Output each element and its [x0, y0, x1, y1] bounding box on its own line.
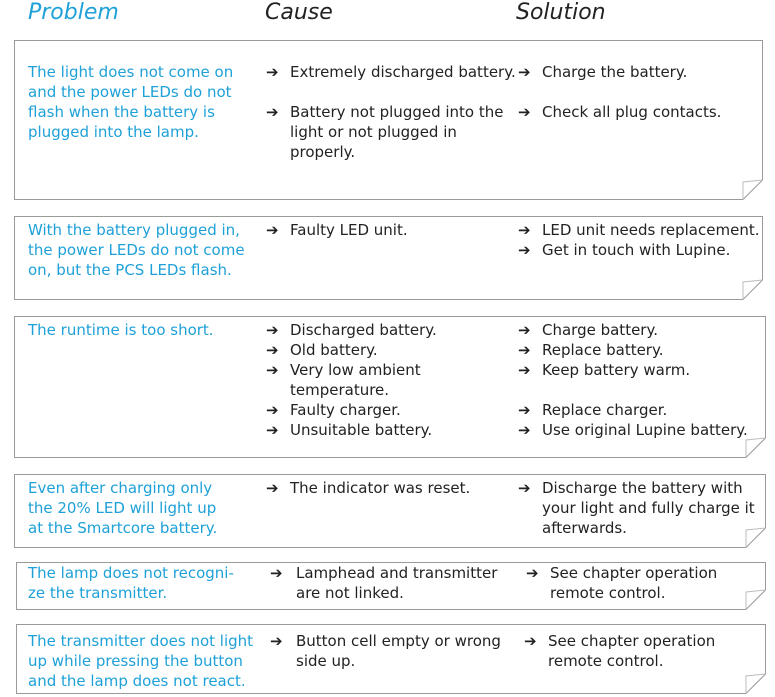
solution-line: Get in touch with Lupine.	[542, 241, 731, 259]
arrow-right-icon: ➔	[270, 564, 283, 582]
cause-list	[266, 320, 437, 440]
cause-list	[270, 631, 501, 671]
solution-item	[518, 478, 755, 538]
problem-line: at the Smartcore battery.	[28, 519, 218, 537]
problem-line: The light does not come on	[28, 63, 234, 81]
cause-list	[270, 563, 497, 603]
problem-line: and the lamp does not react.	[28, 672, 246, 690]
arrow-right-icon: ➔	[266, 103, 279, 121]
cause-item	[266, 102, 516, 162]
cause-line: Very low ambient	[290, 361, 421, 379]
solution-line: your light and fully charge it	[542, 499, 755, 517]
cause-item	[266, 220, 408, 240]
solution-item	[524, 631, 715, 671]
arrow-right-icon: ➔	[518, 401, 531, 419]
solution-line: Replace charger.	[542, 401, 668, 419]
problem-line: plugged into the lamp.	[28, 123, 199, 141]
solution-list	[518, 320, 748, 440]
arrow-right-icon: ➔	[518, 341, 531, 359]
problem-line: the 20% LED will light up	[28, 499, 217, 517]
cause-item	[266, 400, 437, 420]
cause-line: Lamphead and transmitter	[296, 564, 498, 582]
solution-line: See chapter operation	[548, 632, 716, 650]
arrow-right-icon: ➔	[518, 361, 531, 379]
solution-line: Use original Lupine battery.	[542, 421, 748, 439]
solution-item	[518, 360, 748, 380]
solution-line: Keep battery warm.	[542, 361, 691, 379]
problem-line: The lamp does not recogni-	[28, 564, 234, 582]
problem-text	[28, 320, 214, 340]
cause-line: Old battery.	[290, 341, 378, 359]
cause-list	[266, 220, 408, 240]
arrow-right-icon: ➔	[518, 221, 531, 239]
cause-list	[266, 62, 516, 162]
cause-line: are not linked.	[296, 584, 404, 602]
solution-list	[524, 631, 715, 671]
solution-item	[518, 220, 759, 240]
solution-line: Charge battery.	[542, 321, 658, 339]
arrow-right-icon: ➔	[266, 421, 279, 439]
arrow-right-icon: ➔	[526, 564, 539, 582]
header-solution: Solution	[516, 0, 606, 25]
cause-item	[270, 631, 501, 671]
solution-item	[526, 563, 717, 603]
problem-text	[28, 631, 253, 691]
problem-line: flash when the battery is	[28, 103, 215, 121]
arrow-right-icon: ➔	[266, 63, 279, 81]
arrow-right-icon: ➔	[518, 479, 531, 497]
problem-line: up while pressing the button	[28, 652, 243, 670]
cause-line: side up.	[296, 652, 356, 670]
problem-line: With the battery plugged in,	[28, 221, 240, 239]
problem-text	[28, 220, 245, 280]
problem-line: The transmitter does not light	[28, 632, 254, 650]
cause-line: Discharged battery.	[290, 321, 437, 339]
solution-line: See chapter operation	[550, 564, 718, 582]
cause-line: Extremely discharged battery.	[290, 63, 516, 81]
cause-list	[266, 478, 470, 498]
arrow-right-icon: ➔	[270, 632, 283, 650]
cause-line: Button cell empty or wrong	[296, 632, 501, 650]
problem-line: the power LEDs do not come	[28, 241, 245, 259]
arrow-right-icon: ➔	[266, 341, 279, 359]
header-problem: Problem	[28, 0, 119, 25]
solution-line: Charge the battery.	[542, 63, 688, 81]
arrow-right-icon: ➔	[518, 63, 531, 81]
cause-line: temperature.	[290, 381, 390, 399]
problem-line: Even after charging only	[28, 479, 213, 497]
arrow-right-icon: ➔	[266, 401, 279, 419]
cause-item	[266, 62, 516, 82]
solution-line: afterwards.	[542, 519, 627, 537]
cause-line: Unsuitable battery.	[290, 421, 433, 439]
solution-item	[518, 320, 748, 340]
cause-line: The indicator was reset.	[290, 479, 471, 497]
solution-item	[518, 340, 748, 360]
solution-list	[518, 220, 759, 260]
arrow-right-icon: ➔	[266, 321, 279, 339]
header-cause: Cause	[265, 0, 333, 25]
problem-line: on, but the PCS LEDs flash.	[28, 261, 232, 279]
solution-item	[518, 240, 759, 260]
solution-line: LED unit needs replacement.	[542, 221, 760, 239]
cause-item	[266, 420, 437, 440]
solution-line: remote control.	[548, 652, 664, 670]
cause-line: properly.	[290, 143, 356, 161]
solution-item	[518, 102, 721, 122]
arrow-right-icon: ➔	[524, 632, 537, 650]
solution-line: remote control.	[550, 584, 666, 602]
cause-line: light or not plugged in	[290, 123, 457, 141]
problem-line: and the power LEDs do not	[28, 83, 232, 101]
problem-line: ze the transmitter.	[28, 584, 168, 602]
cause-item	[266, 320, 437, 340]
cause-item	[270, 563, 497, 603]
cause-line: Battery not plugged into the	[290, 103, 504, 121]
cause-line: Faulty charger.	[290, 401, 401, 419]
problem-text	[28, 62, 233, 142]
problem-line: The runtime is too short.	[28, 321, 214, 339]
cause-item	[266, 340, 437, 360]
solution-line: Check all plug contacts.	[542, 103, 722, 121]
arrow-right-icon: ➔	[266, 361, 279, 379]
solution-item	[518, 62, 721, 82]
solution-list	[518, 478, 755, 538]
arrow-right-icon: ➔	[518, 103, 531, 121]
cause-item	[266, 478, 470, 498]
cause-line: Faulty LED unit.	[290, 221, 408, 239]
problem-text	[28, 563, 234, 603]
solution-line: Replace battery.	[542, 341, 664, 359]
arrow-right-icon: ➔	[518, 241, 531, 259]
arrow-right-icon: ➔	[518, 321, 531, 339]
solution-list	[518, 62, 721, 122]
arrow-right-icon: ➔	[518, 421, 531, 439]
solution-line: Discharge the battery with	[542, 479, 743, 497]
problem-text	[28, 478, 217, 538]
cause-item	[266, 360, 437, 400]
solution-list	[526, 563, 717, 603]
arrow-right-icon: ➔	[266, 221, 279, 239]
solution-item	[518, 420, 748, 440]
arrow-right-icon: ➔	[266, 479, 279, 497]
solution-item	[518, 400, 748, 420]
